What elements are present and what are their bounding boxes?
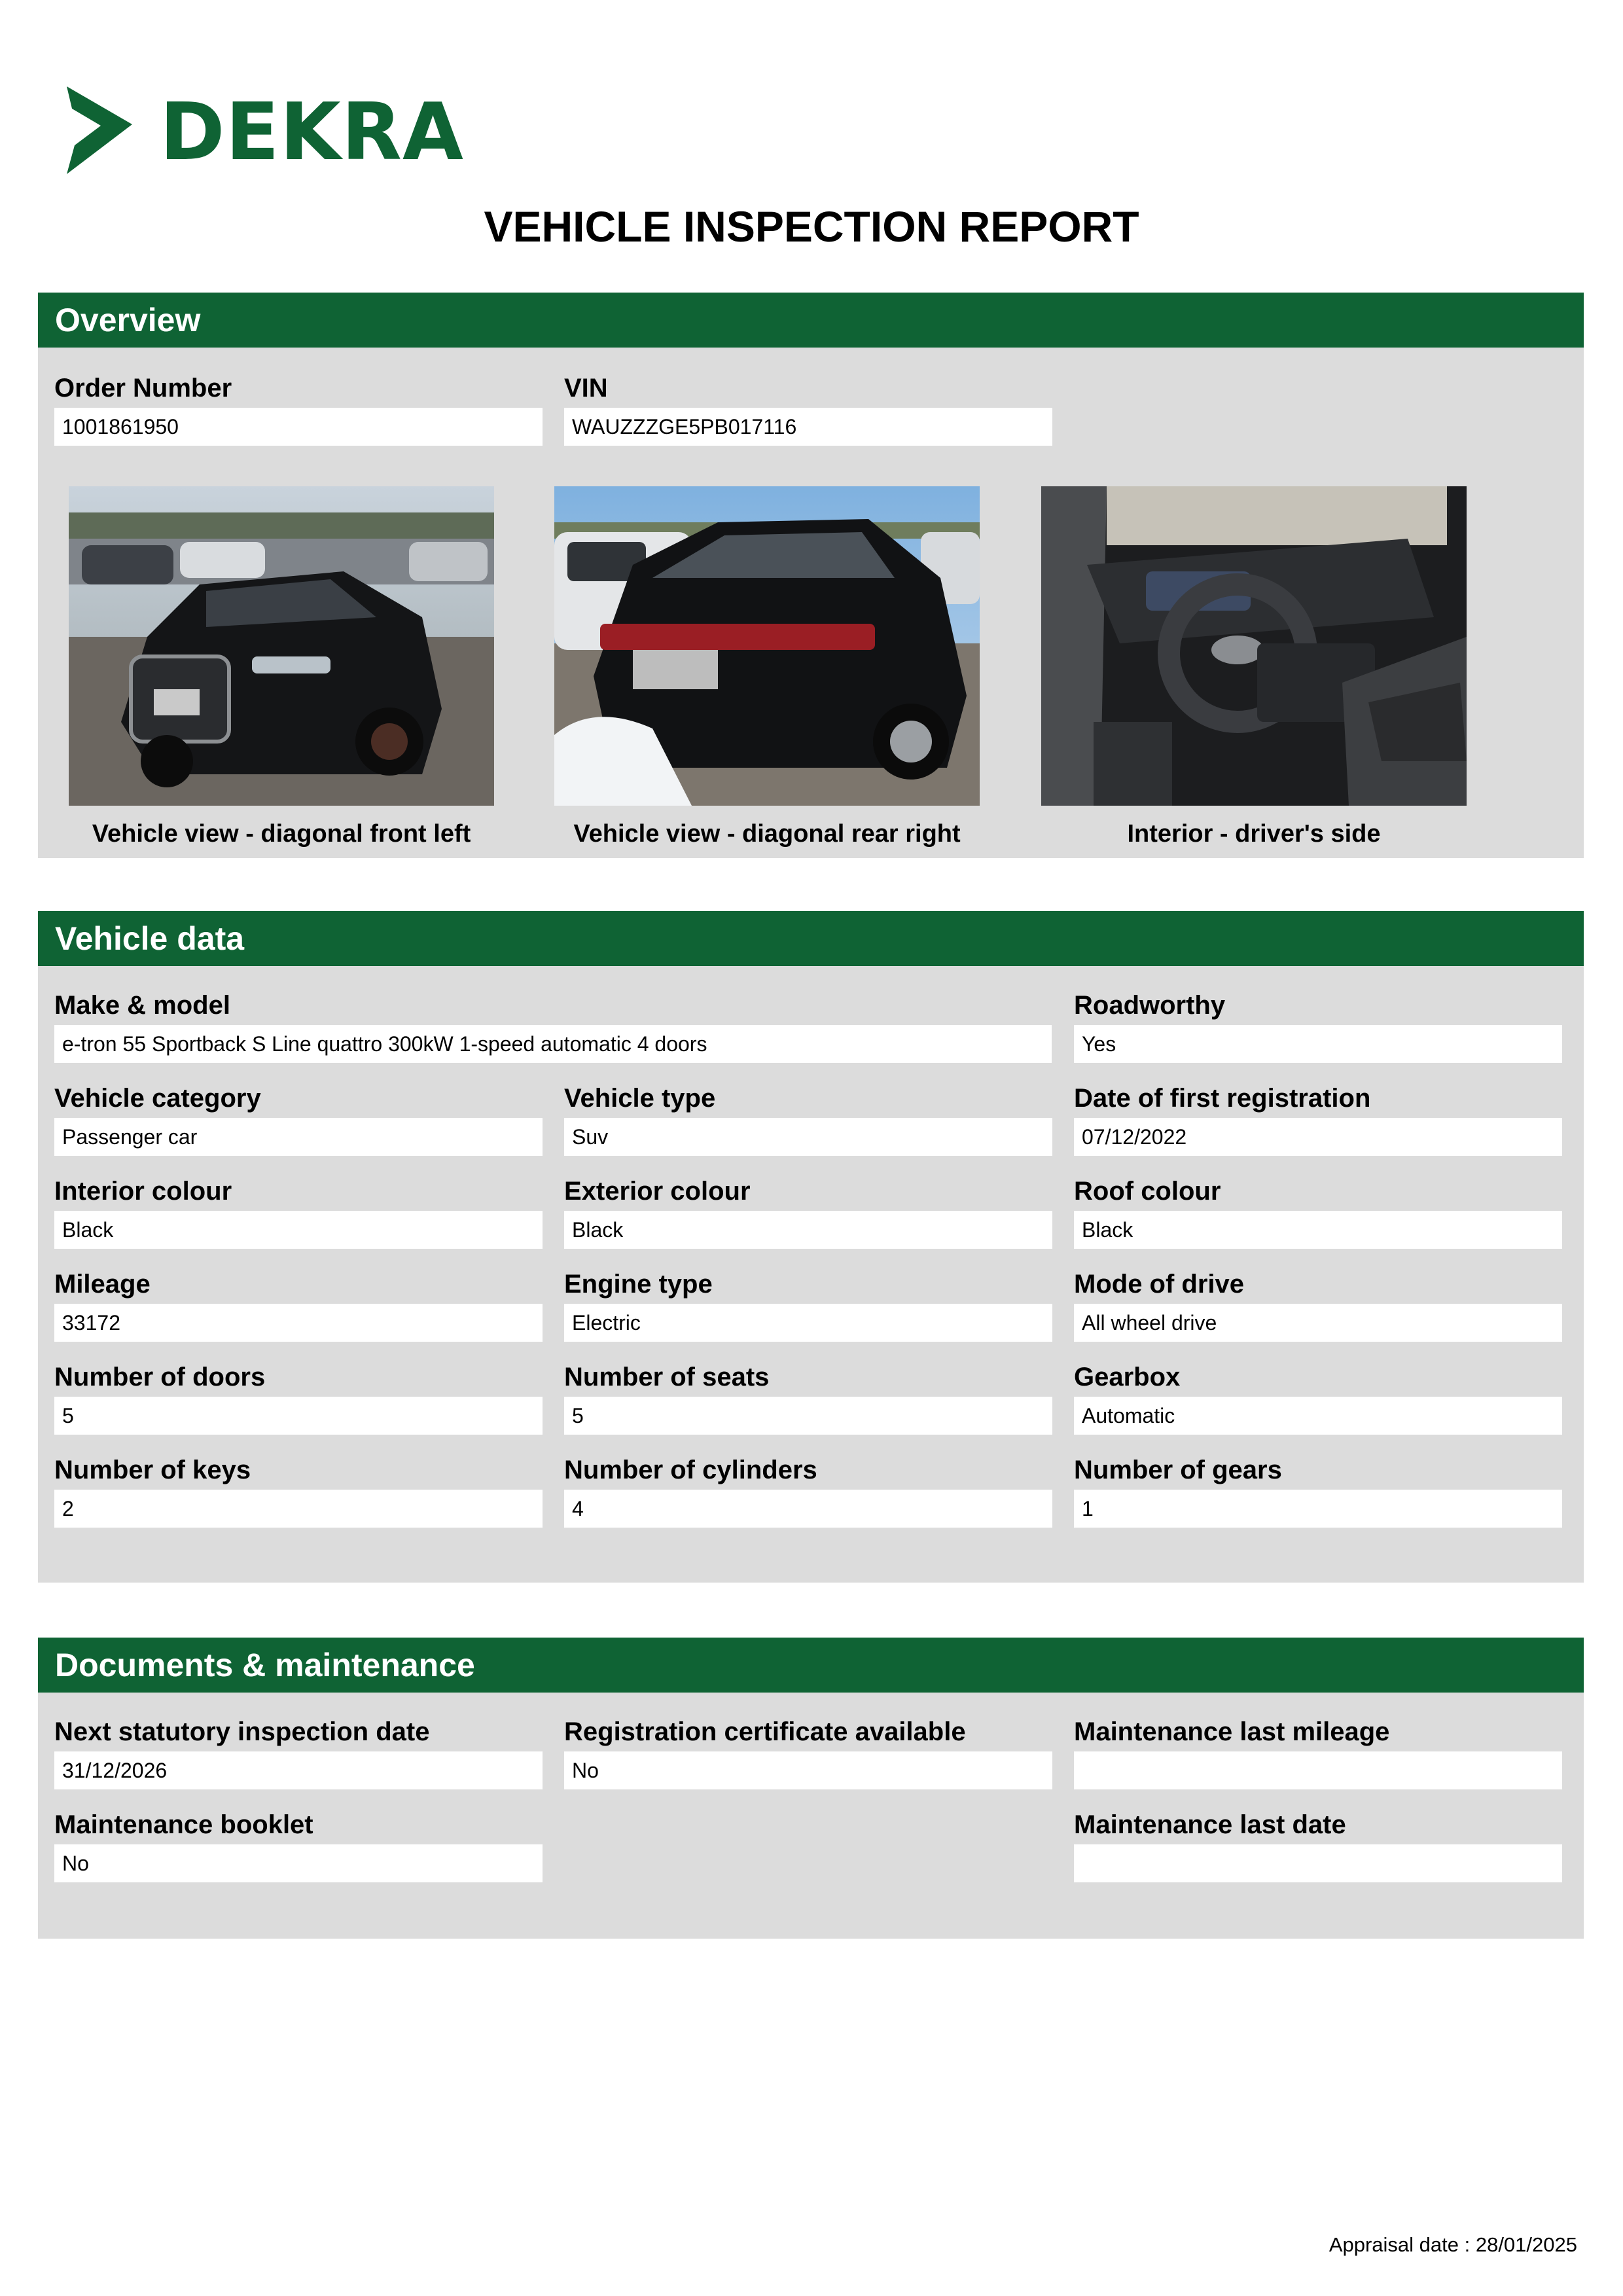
- maintenance-last-date-field: [1074, 1809, 1562, 1882]
- registration-cert-label: Registration certificate available: [564, 1717, 966, 1746]
- maintenance-booklet-field: [54, 1809, 543, 1882]
- photo-caption: Vehicle view - diagonal front left: [92, 820, 471, 848]
- first-registration-label: Date of first registration: [1074, 1084, 1371, 1113]
- seats-value: 5: [564, 1397, 1052, 1435]
- first-registration-value: 07/12/2022: [1074, 1118, 1562, 1156]
- make-model-label: Make & model: [54, 991, 230, 1020]
- order-number-value: 1001861950: [54, 408, 543, 446]
- vehicle-type-label: Vehicle type: [564, 1084, 716, 1113]
- mode-of-drive-value: All wheel drive: [1074, 1304, 1562, 1342]
- vehicle-category-value: Passenger car: [54, 1118, 543, 1156]
- gears-label: Number of gears: [1074, 1456, 1282, 1484]
- overview-header: Overview: [38, 293, 1584, 348]
- roof-colour-value: Black: [1074, 1211, 1562, 1249]
- make-model-value: e-tron 55 Sportback S Line quattro 300kW 1-speed automatic 4 doors: [54, 1025, 1052, 1063]
- maintenance-booklet-label: Maintenance booklet: [54, 1810, 313, 1839]
- photo-caption: Interior - driver's side: [1127, 820, 1381, 848]
- roof-colour-label: Roof colour: [1074, 1177, 1221, 1206]
- seats-label: Number of seats: [564, 1363, 770, 1391]
- keys-field: [54, 1454, 543, 1528]
- cylinders-field: [564, 1454, 1052, 1528]
- mode-of-drive-label: Mode of drive: [1074, 1270, 1245, 1299]
- car-rear-photo[interactable]: [554, 486, 980, 806]
- documents-header: Documents & maintenance: [38, 1638, 1584, 1693]
- vehicle-type-value: Suv: [564, 1118, 1052, 1156]
- interior-colour-field: [54, 1175, 543, 1249]
- documents-section: [38, 1638, 1584, 1939]
- vin-value: WAUZZZGE5PB017116: [564, 408, 1052, 446]
- mode-of-drive-field: [1074, 1268, 1562, 1342]
- seats-field: [564, 1361, 1052, 1435]
- gears-field: [1074, 1454, 1562, 1528]
- next-inspection-field: [54, 1716, 543, 1789]
- cylinders-label: Number of cylinders: [564, 1456, 817, 1484]
- doors-value: 5: [54, 1397, 543, 1435]
- mileage-value: 33172: [54, 1304, 543, 1342]
- vehicle-category-label: Vehicle category: [54, 1084, 261, 1113]
- next-inspection-label: Next statutory inspection date: [54, 1717, 430, 1746]
- gearbox-value: Automatic: [1074, 1397, 1562, 1435]
- vin-label: VIN: [564, 374, 608, 403]
- maintenance-last-mileage-label: Maintenance last mileage: [1074, 1717, 1390, 1746]
- exterior-colour-value: Black: [564, 1211, 1052, 1249]
- maintenance-last-date-value: [1074, 1844, 1562, 1882]
- exterior-colour-field: [564, 1175, 1052, 1249]
- maintenance-booklet-value: No: [54, 1844, 543, 1882]
- car-front-photo[interactable]: [69, 486, 494, 806]
- interior-colour-value: Black: [54, 1211, 543, 1249]
- mileage-field: [54, 1268, 543, 1342]
- photo-front-left: [38, 486, 525, 849]
- maintenance-last-mileage-field: [1074, 1716, 1562, 1789]
- order-number-field: [54, 372, 543, 446]
- vehicle-type-field: [564, 1083, 1052, 1156]
- photo-interior: [1010, 486, 1497, 849]
- make-model-field: [54, 990, 1052, 1063]
- logo-wordmark: DEKRA: [160, 87, 464, 178]
- roof-colour-field: [1074, 1175, 1562, 1249]
- order-number-label: Order Number: [54, 374, 232, 403]
- roadworthy-value: Yes: [1074, 1025, 1562, 1063]
- next-inspection-value: 31/12/2026: [54, 1751, 543, 1789]
- roadworthy-field: [1074, 990, 1562, 1063]
- maintenance-last-mileage-value: [1074, 1751, 1562, 1789]
- exterior-colour-label: Exterior colour: [564, 1177, 751, 1206]
- interior-colour-label: Interior colour: [54, 1177, 232, 1206]
- first-registration-field: [1074, 1083, 1562, 1156]
- report-title: VEHICLE INSPECTION REPORT: [484, 202, 1139, 251]
- roadworthy-label: Roadworthy: [1074, 991, 1226, 1020]
- engine-type-label: Engine type: [564, 1270, 713, 1299]
- photo-rear-right: [524, 486, 1010, 849]
- overview-section: [38, 293, 1584, 858]
- appraisal-date: Appraisal date : 28/01/2025: [1329, 2233, 1577, 2256]
- maintenance-last-date-label: Maintenance last date: [1074, 1810, 1346, 1839]
- interior-photo[interactable]: [1041, 486, 1467, 806]
- keys-label: Number of keys: [54, 1456, 251, 1484]
- engine-type-value: Electric: [564, 1304, 1052, 1342]
- gearbox-field: [1074, 1361, 1562, 1435]
- registration-cert-field: [564, 1716, 1052, 1789]
- vin-field: [564, 372, 1052, 446]
- doors-field: [54, 1361, 543, 1435]
- gearbox-label: Gearbox: [1074, 1363, 1181, 1391]
- keys-value: 2: [54, 1490, 543, 1528]
- vehicle-data-section: [38, 911, 1584, 1583]
- vehicle-data-header: Vehicle data: [38, 911, 1584, 966]
- photo-caption: Vehicle view - diagonal rear right: [573, 820, 961, 848]
- registration-cert-value: No: [564, 1751, 1052, 1789]
- doors-label: Number of doors: [54, 1363, 266, 1391]
- cylinders-value: 4: [564, 1490, 1052, 1528]
- engine-type-field: [564, 1268, 1052, 1342]
- vehicle-category-field: [54, 1083, 543, 1156]
- gears-value: 1: [1074, 1490, 1562, 1528]
- mileage-label: Mileage: [54, 1270, 151, 1299]
- dekra-chevron-icon: [60, 82, 139, 177]
